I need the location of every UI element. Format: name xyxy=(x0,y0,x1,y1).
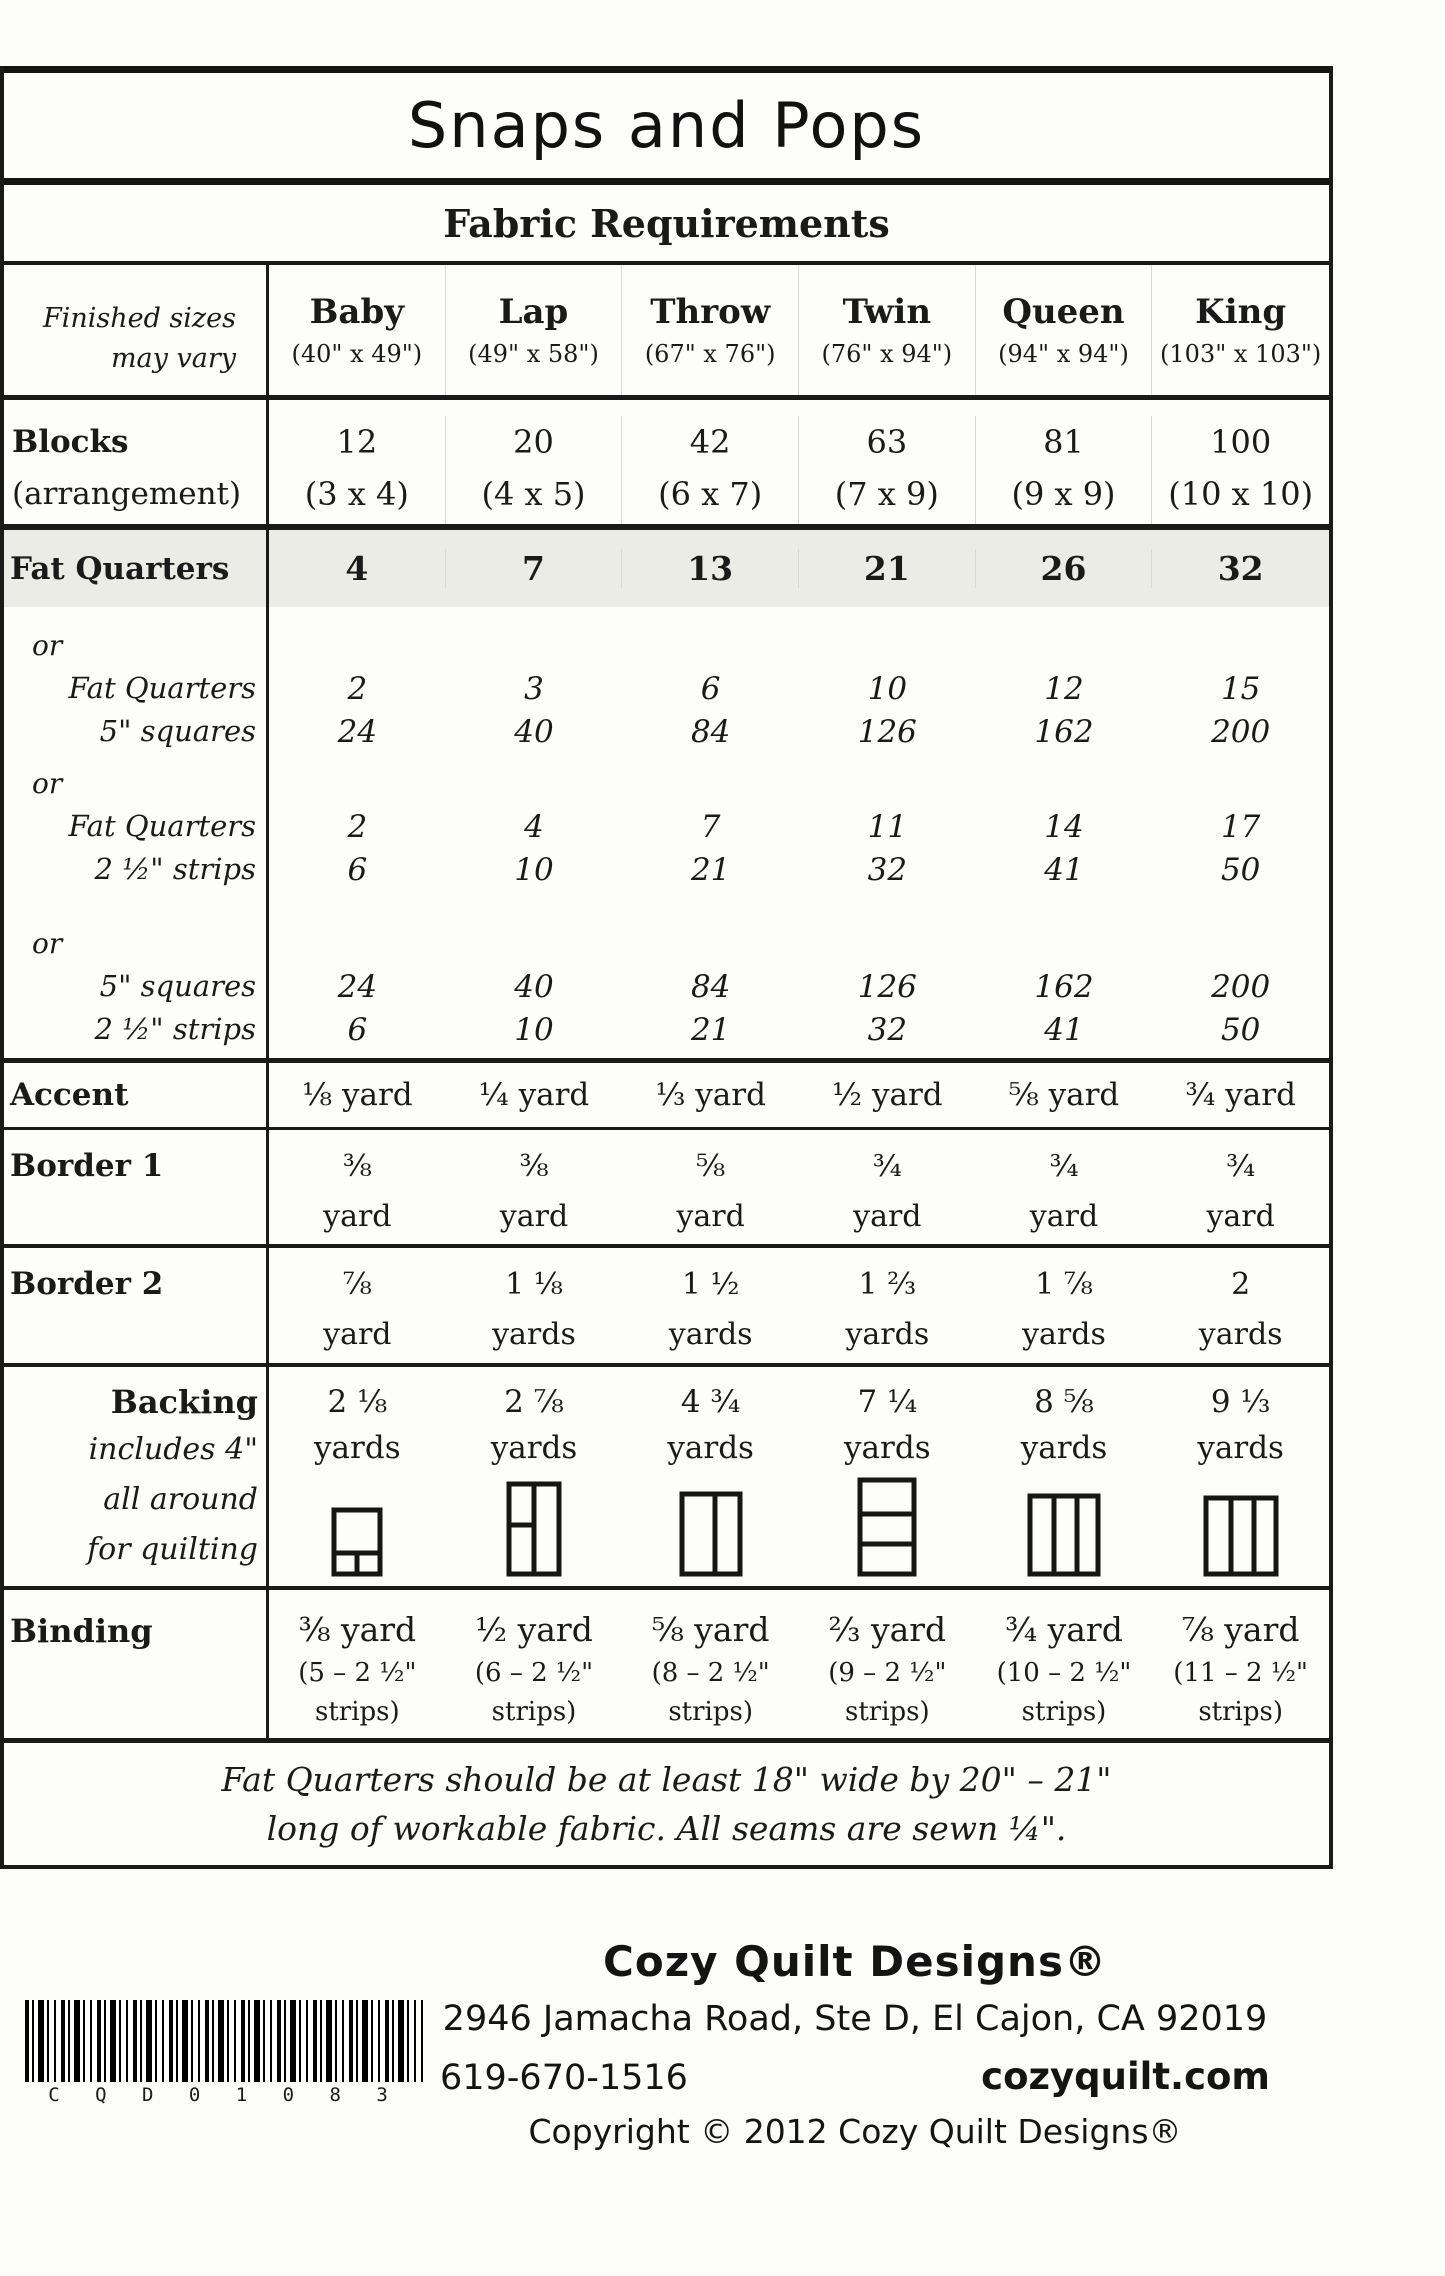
publisher-info xyxy=(440,1936,1270,2159)
blocks-cell: 100 (10 x 10) xyxy=(1168,423,1314,513)
alt2-cell: 7 21 xyxy=(690,809,731,888)
border2-cell: 1 ½ yards xyxy=(668,1267,753,1352)
barcode-bars xyxy=(25,2000,423,2082)
corner-line2: may vary xyxy=(110,343,236,374)
corner-line1: Finished sizes xyxy=(42,303,236,334)
brand-name: Cozy Quilt Designs® xyxy=(603,1937,1107,1986)
border2-cell: 1 ⅛ yards xyxy=(492,1267,576,1352)
border2-values xyxy=(269,1248,1329,1363)
alt3-cell: 162 41 xyxy=(1034,969,1094,1048)
blocks-row xyxy=(4,400,1329,530)
size-columns xyxy=(269,265,1329,395)
accent-label: Accent xyxy=(4,1063,269,1127)
border1-cell: ⅝ yard xyxy=(676,1149,745,1234)
column-header-baby: Baby (40" x 49") xyxy=(269,265,446,395)
blocks-values xyxy=(269,400,1329,524)
fat-quarters-cell: 13 xyxy=(622,549,799,588)
border1-label: Border 1 xyxy=(4,1130,269,1244)
barcode xyxy=(25,2000,423,2108)
alt2-cell: 2 6 xyxy=(347,809,368,888)
binding-cell: ⅞ yard (11 – 2 ½" strips) xyxy=(1173,1610,1309,1727)
accent-values xyxy=(269,1063,1329,1127)
alt2-cell: 17 50 xyxy=(1220,809,1261,888)
alt3-values xyxy=(269,905,1329,1058)
alt2-values xyxy=(269,745,1329,905)
blocks-cell: 81 (9 x 9) xyxy=(976,416,1153,524)
fat-quarters-label: Fat Quarters xyxy=(4,530,269,607)
border2-cell: 2 yards xyxy=(1198,1267,1283,1352)
border2-cell: ⅞ yard xyxy=(323,1267,392,1352)
alt1-labels: or Fat Quarters 5" squares xyxy=(4,607,269,745)
barcode-digits: C Q D 0 1 0 8 3 xyxy=(48,2084,400,2106)
website-url: cozyquilt.com xyxy=(981,2055,1270,2098)
blocks-cell: 20 (4 x 5) xyxy=(446,416,623,524)
border2-cell: 1 ⅞ yards xyxy=(1022,1267,1106,1352)
backing-diagram-twin xyxy=(799,1471,976,1577)
border1-cell: ¾ yard xyxy=(1206,1149,1275,1234)
accent-cell: ½ yard xyxy=(832,1077,943,1113)
backing-cell-queen: 8 ⅝ yards xyxy=(976,1379,1153,1586)
border2-cell: 1 ⅔ yards xyxy=(845,1267,930,1352)
section-title: Fabric Requirements xyxy=(443,200,890,246)
blocks-cell: 63 (7 x 9) xyxy=(799,416,976,524)
blocks-label: Blocks (arrangement) xyxy=(4,400,269,524)
border1-cell: ⅜ yard xyxy=(323,1149,392,1234)
accent-cell: ⅛ yard xyxy=(302,1077,413,1113)
accent-cell: ¼ yard xyxy=(478,1077,590,1113)
footnote-line2: long of workable fabric. All seams are sewn ¼". xyxy=(266,1809,1067,1848)
backing-row xyxy=(4,1367,1329,1590)
fat-quarters-row xyxy=(4,530,1329,607)
corner-label xyxy=(4,265,269,395)
alt1-cell: 12 162 xyxy=(1034,671,1094,750)
alt1-cell: 3 40 xyxy=(514,671,554,750)
binding-cell: ⅔ yard (9 – 2 ½" strips) xyxy=(828,1610,947,1727)
alt1-cell: 15 200 xyxy=(1211,671,1271,750)
subtitle-band xyxy=(4,185,1329,265)
backing-label: Backing includes 4" all around for quilting xyxy=(4,1367,269,1586)
fat-quarters-values xyxy=(269,530,1329,607)
binding-row xyxy=(4,1590,1329,1743)
alt3-cell: 40 10 xyxy=(514,969,554,1048)
alt1-cell: 2 24 xyxy=(337,671,378,750)
alt-option-3 xyxy=(4,905,1329,1058)
copyright: Copyright © 2012 Cozy Quilt Designs® xyxy=(528,2112,1182,2151)
fabric-requirements-sheet xyxy=(0,66,1333,1869)
backing-cell-king: 9 ⅓ yards xyxy=(1152,1379,1329,1586)
binding-cell: ½ yard (6 – 2 ½" strips) xyxy=(474,1610,594,1727)
binding-cell: ⅜ yard (5 – 2 ½" strips) xyxy=(298,1610,417,1727)
binding-cell: ⅝ yard (8 – 2 ½" strips) xyxy=(651,1610,770,1727)
alt2-labels: or Fat Quarters 2 ½" strips xyxy=(4,745,269,905)
fat-quarters-cell: 4 xyxy=(269,549,446,588)
fat-quarters-cell: 7 xyxy=(446,549,623,588)
alt3-cell: 24 6 xyxy=(337,969,378,1048)
alt1-cell: 10 126 xyxy=(857,671,917,750)
backing-diagram-king xyxy=(1152,1471,1329,1577)
accent-row xyxy=(4,1058,1329,1130)
backing-cell-throw: 4 ¾ yards xyxy=(622,1379,799,1586)
binding-cell: ¾ yard (10 – 2 ½" strips) xyxy=(996,1610,1132,1727)
alt2-cell: 11 32 xyxy=(867,809,908,888)
blocks-cell: 12 (3 x 4) xyxy=(269,416,446,524)
binding-label: Binding xyxy=(4,1590,269,1738)
alt3-cell: 84 21 xyxy=(690,969,731,1048)
border2-row xyxy=(4,1248,1329,1367)
page-title: Snaps and Pops xyxy=(407,89,926,162)
backing-values xyxy=(269,1367,1329,1586)
fat-quarters-cell: 32 xyxy=(1217,549,1264,588)
blocks-cell: 42 (6 x 7) xyxy=(622,416,799,524)
alt3-labels: or 5" squares 2 ½" strips xyxy=(4,905,269,1058)
phone-number: 619-670-1516 xyxy=(440,2058,688,2098)
accent-cell: ⅓ yard xyxy=(655,1077,766,1113)
alt3-cell: 126 32 xyxy=(857,969,917,1048)
alt2-cell: 4 10 xyxy=(514,809,554,888)
column-header-king: King (103" x 103") xyxy=(1160,292,1322,368)
border2-label: Border 2 xyxy=(4,1248,269,1363)
backing-diagram-throw xyxy=(622,1471,799,1577)
fat-quarters-cell: 21 xyxy=(799,549,976,588)
alt-option-1 xyxy=(4,607,1329,750)
alt-option-2 xyxy=(4,745,1329,905)
backing-diagram-queen xyxy=(976,1471,1153,1577)
footnote-line1: Fat Quarters should be at least 18" wide by 20" – 21" xyxy=(221,1760,1112,1799)
border1-values xyxy=(269,1130,1329,1244)
footnote xyxy=(4,1743,1329,1865)
border1-cell: ¾ yard xyxy=(853,1149,922,1234)
alt1-cell: 6 84 xyxy=(690,671,731,750)
column-header-throw: Throw (67" x 76") xyxy=(622,265,799,395)
address: 2946 Jamacha Road, Ste D, El Cajon, CA 92019 xyxy=(442,1999,1268,2039)
table-header-row xyxy=(4,265,1329,400)
backing-cell-twin: 7 ¼ yards xyxy=(799,1379,976,1586)
fat-quarters-cell: 26 xyxy=(976,549,1153,588)
backing-cell-lap: 2 ⅞ yards xyxy=(446,1379,623,1586)
alt3-cell: 200 50 xyxy=(1211,969,1271,1048)
border1-cell: ¾ yard xyxy=(1029,1149,1099,1234)
accent-cell: ¾ yard xyxy=(1185,1077,1296,1113)
column-header-twin: Twin (76" x 94") xyxy=(799,265,976,395)
accent-cell: ⅝ yard xyxy=(1008,1077,1120,1113)
backing-cell-baby: 2 ⅛ yards xyxy=(269,1379,446,1586)
backing-diagram-lap xyxy=(446,1471,623,1577)
alt2-cell: 14 41 xyxy=(1044,809,1084,888)
border1-row xyxy=(4,1130,1329,1248)
border1-cell: ⅜ yard xyxy=(499,1149,569,1234)
binding-values xyxy=(269,1590,1329,1738)
column-header-queen: Queen (94" x 94") xyxy=(976,265,1153,395)
column-header-lap: Lap (49" x 58") xyxy=(446,265,623,395)
backing-diagram-baby xyxy=(269,1471,446,1577)
contact-row xyxy=(440,2050,1270,2105)
title-band xyxy=(4,66,1329,185)
alt1-values xyxy=(269,607,1329,750)
